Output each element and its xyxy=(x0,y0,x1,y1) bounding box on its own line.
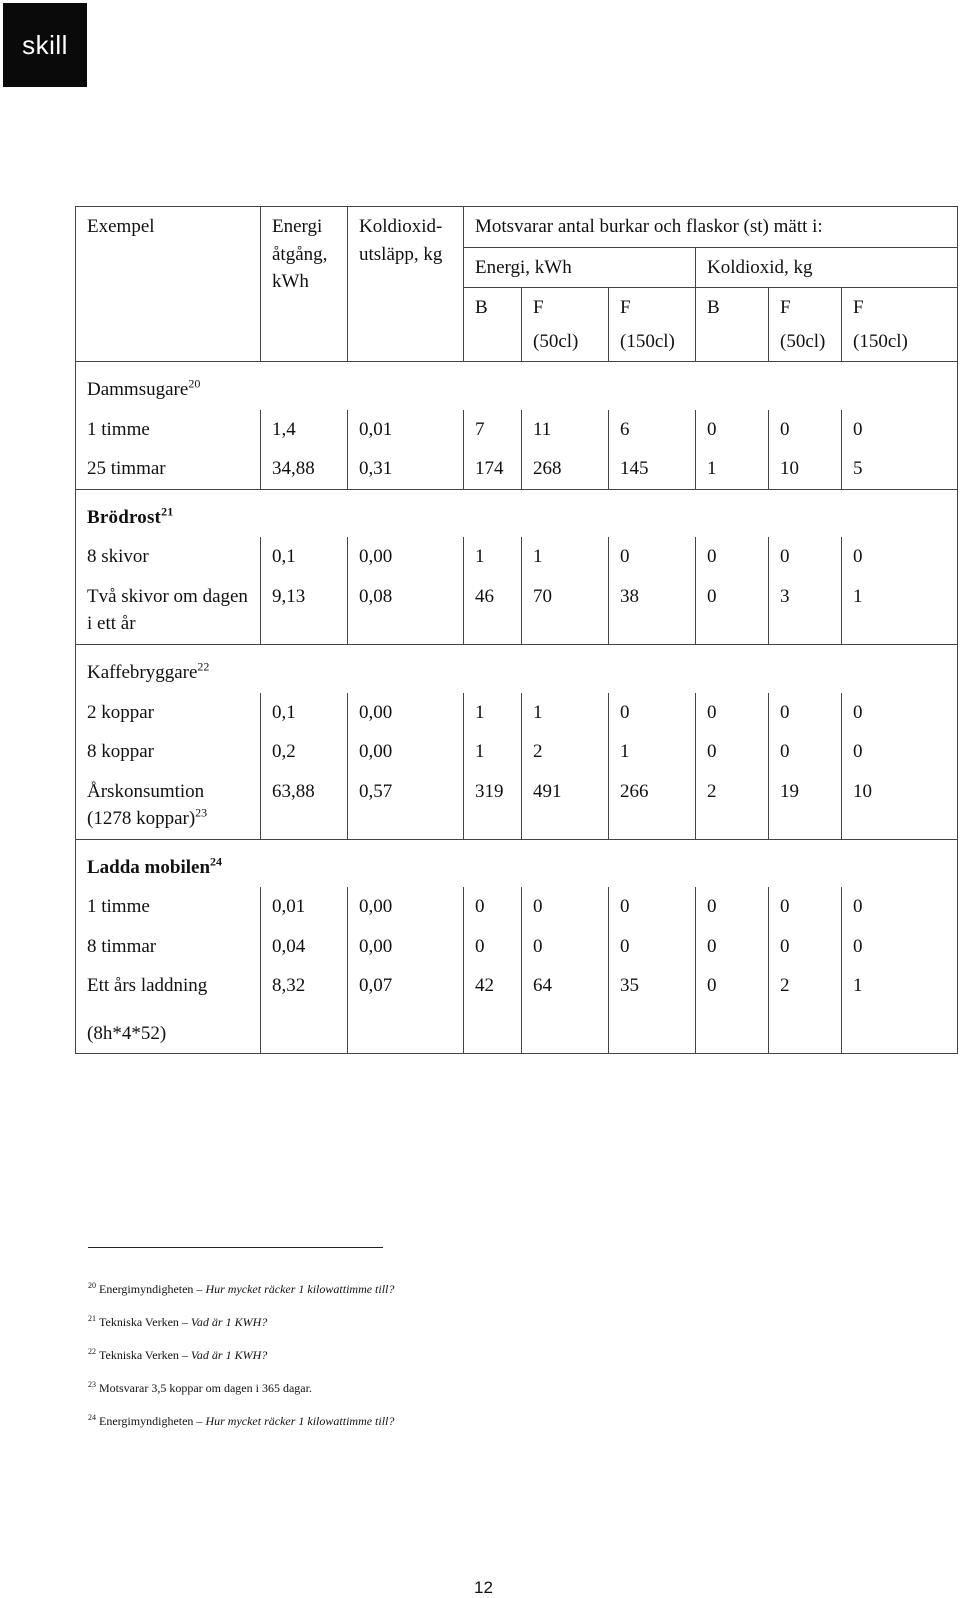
table-cell: 0 xyxy=(842,732,958,772)
footnote-text: Tekniska Verken – xyxy=(99,1315,191,1329)
row-label: Ett års laddning (8h*4*52) xyxy=(76,966,261,1054)
header-sub-2 xyxy=(609,288,696,362)
footnote-number: 21 xyxy=(88,1314,96,1323)
footnote-ref[interactable]: 24 xyxy=(210,854,223,869)
row-label: 8 timmar xyxy=(76,927,261,967)
energy-comparison-table xyxy=(75,206,958,1054)
row-label-line2: (1278 koppar)$^{23}$ xyxy=(87,805,208,830)
table-cell: 0 xyxy=(464,887,522,927)
table-cell: 70 xyxy=(522,577,609,645)
table-cell: 10 xyxy=(842,772,958,840)
table-cell: 1 xyxy=(522,693,609,733)
header-exempel: Exempel xyxy=(76,207,261,362)
table-cell: 0 xyxy=(609,887,696,927)
table-cell: 3 xyxy=(769,577,842,645)
table-cell: 6 xyxy=(609,410,696,450)
table-cell: 0,00 xyxy=(348,927,464,967)
table-cell: 1 xyxy=(464,693,522,733)
footnote-separator xyxy=(88,1247,383,1248)
table-cell: 1 xyxy=(464,732,522,772)
table-row xyxy=(76,577,958,645)
table-cell: 64 xyxy=(522,966,609,1054)
footnote-title: Hur mycket räcker 1 kilowattimme till? xyxy=(205,1414,395,1428)
header-sub-1 xyxy=(522,288,609,362)
table-cell: 5 xyxy=(842,449,958,489)
table-cell: 2 xyxy=(769,966,842,1054)
table-cell: 46 xyxy=(464,577,522,645)
group-title: Brödrost$^{21}$ xyxy=(76,489,958,537)
table-cell: 0,07 xyxy=(348,966,464,1054)
table-cell: 1 xyxy=(842,966,958,1054)
footnote-text: Energimyndigheten – xyxy=(99,1282,206,1296)
skill-logo: skill xyxy=(3,3,87,87)
group-row xyxy=(76,645,958,693)
table-row xyxy=(76,772,958,840)
table-cell: 268 xyxy=(522,449,609,489)
table-cell: 34,88 xyxy=(261,449,348,489)
footnote-item xyxy=(88,1348,788,1381)
table-cell: 0 xyxy=(696,537,769,577)
table-cell: 0 xyxy=(696,693,769,733)
footnote-title: Vad är 1 KWH? xyxy=(190,1315,268,1329)
table-cell: 1 xyxy=(609,732,696,772)
table-row xyxy=(76,410,958,450)
table-row xyxy=(76,537,958,577)
table-cell: 0 xyxy=(769,410,842,450)
table-cell: 319 xyxy=(464,772,522,840)
table-cell: 0 xyxy=(609,693,696,733)
table-cell: 1 xyxy=(464,537,522,577)
table-cell: 9,13 xyxy=(261,577,348,645)
table-cell: 0 xyxy=(769,887,842,927)
footnote-number: 24 xyxy=(88,1413,96,1422)
page-number: 12 xyxy=(474,1578,493,1597)
table-cell: 491 xyxy=(522,772,609,840)
table-cell: 0,00 xyxy=(348,887,464,927)
footnotes xyxy=(88,1282,788,1447)
footnote-ref[interactable]: 21 xyxy=(161,504,174,519)
header-sub-line2: (50cl) xyxy=(533,330,579,352)
table-cell: 266 xyxy=(609,772,696,840)
group-title: Kaffebryggare$^{22}$ xyxy=(76,645,958,693)
header-sub-line1: F xyxy=(853,297,864,319)
table-row xyxy=(76,887,958,927)
table-cell: 0 xyxy=(696,410,769,450)
footnote-item xyxy=(88,1282,788,1315)
footnote-ref[interactable]: 20 xyxy=(188,376,201,391)
header-energi: Energi åtgång, kWh xyxy=(261,207,348,362)
header-energi-kwh: Energi, kWh xyxy=(464,247,696,288)
header-sub-line1: B xyxy=(707,297,720,319)
table-cell: 0 xyxy=(769,732,842,772)
table-cell: 0 xyxy=(842,927,958,967)
header-sub-line2: (150cl) xyxy=(620,330,675,352)
table-cell: 0 xyxy=(769,537,842,577)
footnote-text: Energimyndigheten – xyxy=(99,1414,206,1428)
table-cell: 1,4 xyxy=(261,410,348,450)
table-cell: 1 xyxy=(522,537,609,577)
header-koldioxid: Koldioxid- utsläpp, kg xyxy=(348,207,464,362)
row-label: Två skivor om dagen i ett år xyxy=(76,577,261,645)
header-sub-line2: (150cl) xyxy=(853,330,908,352)
table-cell: 35 xyxy=(609,966,696,1054)
group-row xyxy=(76,362,958,410)
table-cell: 0,04 xyxy=(261,927,348,967)
table-cell: 0 xyxy=(522,927,609,967)
header-sub-4 xyxy=(769,288,842,362)
table-cell: 1 xyxy=(696,449,769,489)
group-row xyxy=(76,489,958,537)
group-title: Dammsugare$^{20}$ xyxy=(76,362,958,410)
footnote-item xyxy=(88,1381,788,1414)
row-label-line2: (8h*4*52) xyxy=(87,1022,167,1044)
row-label: 25 timmar xyxy=(76,449,261,489)
table-cell: 10 xyxy=(769,449,842,489)
table-cell: 0 xyxy=(522,887,609,927)
table-row xyxy=(76,966,958,1054)
table-cell: 0 xyxy=(696,966,769,1054)
table-cell: 0 xyxy=(696,887,769,927)
table-cell: 0,1 xyxy=(261,537,348,577)
table-cell: 11 xyxy=(522,410,609,450)
footnote-text: Tekniska Verken – xyxy=(99,1348,191,1362)
table-cell: 0 xyxy=(842,887,958,927)
table-cell: 19 xyxy=(769,772,842,840)
table-cell: 145 xyxy=(609,449,696,489)
table-cell: 0,1 xyxy=(261,693,348,733)
table-row xyxy=(76,732,958,772)
table-cell: 0,00 xyxy=(348,732,464,772)
table-row xyxy=(76,927,958,967)
footnote-item xyxy=(88,1414,788,1447)
table-cell: 7 xyxy=(464,410,522,450)
row-label: 8 skivor xyxy=(76,537,261,577)
row-label: 2 koppar xyxy=(76,693,261,733)
table-cell: 1 xyxy=(842,577,958,645)
table-cell: 0 xyxy=(769,927,842,967)
header-koldioxid-kg: Koldioxid, kg xyxy=(696,247,958,288)
footnote-ref[interactable]: 22 xyxy=(197,659,210,674)
table-cell: 0 xyxy=(609,927,696,967)
row-label: Årskonsumtion (1278 koppar)$^{23}$ xyxy=(76,772,261,840)
table-cell: 42 xyxy=(464,966,522,1054)
table-cell: 2 xyxy=(696,772,769,840)
table-row xyxy=(76,693,958,733)
header-sub-3 xyxy=(696,288,769,362)
footnote-title: Hur mycket räcker 1 kilowattimme till? xyxy=(205,1282,395,1296)
table-cell: 174 xyxy=(464,449,522,489)
table-cell: 0 xyxy=(769,693,842,733)
row-label: 1 timme xyxy=(76,887,261,927)
header-motsvarar: Motsvarar antal burkar och flaskor (st) mätt i: xyxy=(464,207,958,248)
header-sub-line1: B xyxy=(475,297,488,319)
header-sub-5 xyxy=(842,288,958,362)
group-row xyxy=(76,839,958,887)
footnote-number: 22 xyxy=(88,1347,96,1356)
row-label: 8 koppar xyxy=(76,732,261,772)
table-cell: 0,57 xyxy=(348,772,464,840)
table-cell: 0 xyxy=(696,927,769,967)
table-cell: 0,01 xyxy=(348,410,464,450)
table-cell: 0 xyxy=(696,577,769,645)
header-sub-line2: (50cl) xyxy=(780,330,826,352)
footnote-ref[interactable]: 23 xyxy=(195,805,208,820)
table-cell: 0,00 xyxy=(348,537,464,577)
table-cell: 0 xyxy=(696,732,769,772)
table-cell: 8,32 xyxy=(261,966,348,1054)
footnote-title: Vad är 1 KWH? xyxy=(190,1348,268,1362)
table-cell: 0 xyxy=(464,927,522,967)
header-sub-line1: F xyxy=(533,297,544,319)
table-cell: 0,2 xyxy=(261,732,348,772)
footnote-item xyxy=(88,1315,788,1348)
header-sub-line1: F xyxy=(620,297,631,319)
table-cell: 2 xyxy=(522,732,609,772)
table-row xyxy=(76,449,958,489)
table-cell: 0,31 xyxy=(348,449,464,489)
table-cell: 0,08 xyxy=(348,577,464,645)
table-cell: 0 xyxy=(609,537,696,577)
footnote-number: 20 xyxy=(88,1281,96,1290)
header-sub-line1: F xyxy=(780,297,791,319)
row-label: 1 timme xyxy=(76,410,261,450)
table-cell: 63,88 xyxy=(261,772,348,840)
table-cell: 0 xyxy=(842,410,958,450)
group-title: Ladda mobilen$^{24}$ xyxy=(76,839,958,887)
footnote-text: Motsvarar 3,5 koppar om dagen i 365 dagar. xyxy=(99,1381,312,1395)
table-cell: 38 xyxy=(609,577,696,645)
table-cell: 0 xyxy=(842,693,958,733)
table-cell: 0 xyxy=(842,537,958,577)
footnote-number: 23 xyxy=(88,1380,96,1389)
table-cell: 0,00 xyxy=(348,693,464,733)
table-cell: 0,01 xyxy=(261,887,348,927)
header-sub-0 xyxy=(464,288,522,362)
